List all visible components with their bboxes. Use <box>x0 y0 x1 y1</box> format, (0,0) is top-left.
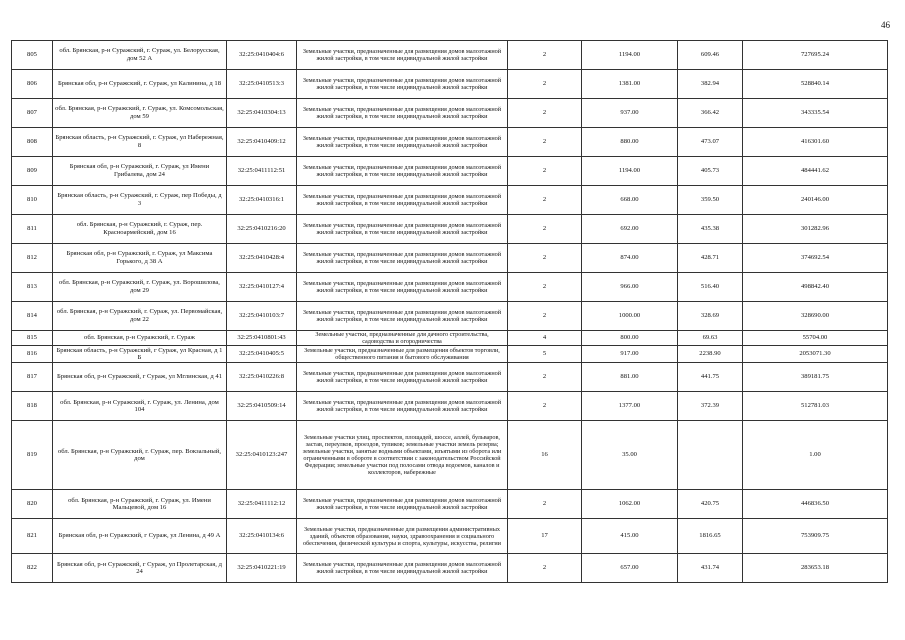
land-use-description: Земельные участки улиц, проспектов, площадей, шоссе, аллей, бульваров, застав, переулков, проездов, тупиков; земельные участки земель резерва; земельные участки, занятые водными объектами, изъятыми из оборота или ограниченными в обороте в соответствии с законодательством Российской Федерации; земельные участки под полосами отвода водоемов, каналов и коллекторов, набережные <box>297 421 508 490</box>
table-row <box>12 346 888 363</box>
area-value: 1000.00 <box>582 302 678 331</box>
area-value: 880.00 <box>582 128 678 157</box>
table-row <box>12 363 888 392</box>
specific-value: 69.63 <box>678 331 743 346</box>
cadastral-value: 283653.18 <box>743 554 888 583</box>
table-row <box>12 331 888 346</box>
cadastral-value: 240146.00 <box>743 186 888 215</box>
cadastral-number: 32:25:0410134:6 <box>227 519 297 554</box>
group-code: 2 <box>508 157 582 186</box>
group-code: 2 <box>508 490 582 519</box>
cadastral-number: 32:25:0410428:4 <box>227 244 297 273</box>
area-value: 415.00 <box>582 519 678 554</box>
address-cell: обл. Брянская, р-н Суражский, г. Сураж, ул. Комсомольская, дом 59 <box>53 99 227 128</box>
cadastral-number: 32:25:0410226:8 <box>227 363 297 392</box>
table-row <box>12 70 888 99</box>
cadastral-value: 498842.40 <box>743 273 888 302</box>
cadastral-value: 512781.03 <box>743 392 888 421</box>
address-cell: Брянская обл, р-н Суражский, г Сураж, ул Пролетарская, д 24 <box>53 554 227 583</box>
address-cell: обл. Брянская, р-н Суражский, г. Сураж, ул. Ворошилова, дом 29 <box>53 273 227 302</box>
row-number: 805 <box>12 41 53 70</box>
land-use-description: Земельные участки, предназначенные для размещения административных зданий, объектов образования, науки, здравоохранения и социального обеспечения, физической культуры и спорта, культуры, искусства, религии <box>297 519 508 554</box>
area-value: 657.00 <box>582 554 678 583</box>
specific-value: 382.94 <box>678 70 743 99</box>
specific-value: 366.42 <box>678 99 743 128</box>
address-cell: обл. Брянская, р-н Суражский, г. Сураж, ул. Ленина, дом 104 <box>53 392 227 421</box>
land-use-description: Земельные участки, предназначенные для размещения домов малоэтажной жилой застройки, в том числе индивидуальной жилой застройки <box>297 363 508 392</box>
area-value: 1062.00 <box>582 490 678 519</box>
row-number: 807 <box>12 99 53 128</box>
area-value: 800.00 <box>582 331 678 346</box>
row-number: 819 <box>12 421 53 490</box>
area-value: 937.00 <box>582 99 678 128</box>
land-use-description: Земельные участки, предназначенные для размещения домов малоэтажной жилой застройки, в том числе индивидуальной жилой застройки <box>297 186 508 215</box>
table-row <box>12 392 888 421</box>
specific-value: 441.75 <box>678 363 743 392</box>
table-row <box>12 128 888 157</box>
table-row <box>12 186 888 215</box>
cadastral-value: 1.00 <box>743 421 888 490</box>
cadastral-value: 528840.14 <box>743 70 888 99</box>
cadastral-number: 32:25:0410103:7 <box>227 302 297 331</box>
specific-value <box>678 421 743 490</box>
row-number: 822 <box>12 554 53 583</box>
area-value: 692.00 <box>582 215 678 244</box>
cadastral-value: 446836.50 <box>743 490 888 519</box>
row-number: 820 <box>12 490 53 519</box>
address-cell: обл. Брянская, р-н Суражский, г. Сураж, ул. Имени Мальцевой, дом 16 <box>53 490 227 519</box>
address-cell: Брянская область, р-н Суражский, г. Сураж, ул Набережная, 8 <box>53 128 227 157</box>
page-number: 46 <box>881 20 890 30</box>
address-cell: Брянская обл, р-н Суражский, г Сураж, ул Мглинская, д 41 <box>53 363 227 392</box>
table-row <box>12 519 888 554</box>
table-row <box>12 244 888 273</box>
group-code: 2 <box>508 215 582 244</box>
cadastral-number: 32:25:0410127:4 <box>227 273 297 302</box>
land-use-description: Земельные участки, предназначенные для размещения домов малоэтажной жилой застройки, в том числе индивидуальной жилой застройки <box>297 554 508 583</box>
cadastral-value: 2053071.30 <box>743 346 888 363</box>
area-value: 917.00 <box>582 346 678 363</box>
address-cell: Брянская обл, р-н Суражский, г Сураж, ул Ленина, д 49 А <box>53 519 227 554</box>
group-code: 2 <box>508 392 582 421</box>
cadastral-value: 343335.54 <box>743 99 888 128</box>
group-code: 2 <box>508 70 582 99</box>
land-use-description: Земельные участки, предназначенные для размещения домов малоэтажной жилой застройки, в том числе индивидуальной жилой застройки <box>297 70 508 99</box>
cadastral-number: 32:25:0410221:19 <box>227 554 297 583</box>
address-cell: обл. Брянская, р-н Суражский, г. Сураж, пер. Красноармейский, дом 16 <box>53 215 227 244</box>
group-code: 2 <box>508 128 582 157</box>
group-code: 2 <box>508 99 582 128</box>
land-use-description: Земельные участки, предназначенные для дачного строительства, садоводства и огородничества <box>297 331 508 346</box>
row-number: 817 <box>12 363 53 392</box>
group-code: 2 <box>508 302 582 331</box>
area-value: 668.00 <box>582 186 678 215</box>
group-code: 2 <box>508 363 582 392</box>
table-row <box>12 554 888 583</box>
cadastral-number: 32:25:0411112:12 <box>227 490 297 519</box>
address-cell: Брянская обл, р-н Суражский, г. Сураж, ул Имени Грибалева, дом 24 <box>53 157 227 186</box>
row-number: 815 <box>12 331 53 346</box>
cadastral-number: 32:25:0410216:20 <box>227 215 297 244</box>
row-number: 812 <box>12 244 53 273</box>
table-row <box>12 273 888 302</box>
table-row <box>12 302 888 331</box>
cadastral-number: 32:25:0410801:43 <box>227 331 297 346</box>
land-use-description: Земельные участки, предназначенные для размещения домов малоэтажной жилой застройки, в том числе индивидуальной жилой застройки <box>297 302 508 331</box>
cadastral-number: 32:25:0410513:3 <box>227 70 297 99</box>
area-value: 1194.00 <box>582 157 678 186</box>
group-code: 4 <box>508 331 582 346</box>
specific-value: 435.38 <box>678 215 743 244</box>
row-number: 810 <box>12 186 53 215</box>
cadastral-value: 416301.60 <box>743 128 888 157</box>
address-cell: обл. Брянская, р-н Суражский, г. Сураж, пер. Вокзальный, дом <box>53 421 227 490</box>
land-use-description: Земельные участки, предназначенные для размещения домов малоэтажной жилой застройки, в том числе индивидуальной жилой застройки <box>297 99 508 128</box>
specific-value: 372.39 <box>678 392 743 421</box>
cadastral-number: 32:25:0410123:247 <box>227 421 297 490</box>
address-cell: Брянская область, р-н Суражский, г Сураж, ул Красная, д 1 Б <box>53 346 227 363</box>
specific-value: 420.75 <box>678 490 743 519</box>
cadastral-value: 389181.75 <box>743 363 888 392</box>
cadastral-number: 32:25:0411112:51 <box>227 157 297 186</box>
area-value: 1377.00 <box>582 392 678 421</box>
group-code: 2 <box>508 41 582 70</box>
address-cell: Брянская обл, р-н Суражский, г. Сураж, ул Максима Горького, д 38 А <box>53 244 227 273</box>
address-cell: обл. Брянская, р-н Суражский, г. Сураж, ул. Первомайская, дом 22 <box>53 302 227 331</box>
cadastral-number: 32:25:0410316:1 <box>227 186 297 215</box>
row-number: 818 <box>12 392 53 421</box>
cadastral-value: 55704.00 <box>743 331 888 346</box>
row-number: 809 <box>12 157 53 186</box>
specific-value: 609.46 <box>678 41 743 70</box>
land-use-description: Земельные участки, предназначенные для размещения домов малоэтажной жилой застройки, в том числе индивидуальной жилой застройки <box>297 41 508 70</box>
cadastral-number: 32:25:0410405:5 <box>227 346 297 363</box>
group-code: 2 <box>508 554 582 583</box>
specific-value: 328.69 <box>678 302 743 331</box>
address-cell: Брянская область, р-н Суражский, г. Сураж, пер Победы, д 3 <box>53 186 227 215</box>
cadastral-value: 727695.24 <box>743 41 888 70</box>
area-value: 1194.00 <box>582 41 678 70</box>
table-row <box>12 157 888 186</box>
table-row <box>12 99 888 128</box>
group-code: 5 <box>508 346 582 363</box>
table-body <box>12 41 888 583</box>
row-number: 813 <box>12 273 53 302</box>
specific-value: 359.50 <box>678 186 743 215</box>
table-row <box>12 41 888 70</box>
cadastral-number: 32:25:0410509:14 <box>227 392 297 421</box>
area-value: 966.00 <box>582 273 678 302</box>
cadastral-value: 374692.54 <box>743 244 888 273</box>
specific-value: 473.07 <box>678 128 743 157</box>
row-number: 816 <box>12 346 53 363</box>
land-register-table <box>11 40 888 583</box>
row-number: 808 <box>12 128 53 157</box>
land-use-description: Земельные участки, предназначенные для размещения домов малоэтажной жилой застройки, в том числе индивидуальной жилой застройки <box>297 273 508 302</box>
area-value: 881.00 <box>582 363 678 392</box>
specific-value: 405.73 <box>678 157 743 186</box>
specific-value: 1816.65 <box>678 519 743 554</box>
land-use-description: Земельные участки, предназначенные для размещения домов малоэтажной жилой застройки, в том числе индивидуальной жилой застройки <box>297 392 508 421</box>
table-row <box>12 490 888 519</box>
cadastral-number: 32:25:0410404:6 <box>227 41 297 70</box>
table-row <box>12 421 888 490</box>
group-code: 17 <box>508 519 582 554</box>
group-code: 2 <box>508 244 582 273</box>
land-use-description: Земельные участки, предназначенные для размещения домов малоэтажной жилой застройки, в том числе индивидуальной жилой застройки <box>297 244 508 273</box>
cadastral-value: 328690.00 <box>743 302 888 331</box>
group-code: 2 <box>508 273 582 302</box>
land-use-description: Земельные участки, предназначенные для размещения домов малоэтажной жилой застройки, в том числе индивидуальной жилой застройки <box>297 157 508 186</box>
cadastral-number: 32:25:0410304:13 <box>227 99 297 128</box>
group-code: 2 <box>508 186 582 215</box>
land-use-description: Земельные участки, предназначенные для размещения домов малоэтажной жилой застройки, в том числе индивидуальной жилой застройки <box>297 215 508 244</box>
cadastral-value: 753909.75 <box>743 519 888 554</box>
land-use-description: Земельные участки, предназначенные для размещения объектов торговли, общественного питания и бытового обслуживания <box>297 346 508 363</box>
address-cell: Брянская обл, р-н Суражский, г. Сураж, ул Калинина, д 18 <box>53 70 227 99</box>
area-value: 35.00 <box>582 421 678 490</box>
table-row <box>12 215 888 244</box>
row-number: 806 <box>12 70 53 99</box>
row-number: 821 <box>12 519 53 554</box>
area-value: 1381.00 <box>582 70 678 99</box>
address-cell: обл. Брянская, р-н Суражский, г. Сураж <box>53 331 227 346</box>
cadastral-value: 484441.62 <box>743 157 888 186</box>
cadastral-number: 32:25:0410409:12 <box>227 128 297 157</box>
specific-value: 428.71 <box>678 244 743 273</box>
land-use-description: Земельные участки, предназначенные для размещения домов малоэтажной жилой застройки, в том числе индивидуальной жилой застройки <box>297 128 508 157</box>
specific-value: 516.40 <box>678 273 743 302</box>
row-number: 811 <box>12 215 53 244</box>
land-use-description: Земельные участки, предназначенные для размещения домов малоэтажной жилой застройки, в том числе индивидуальной жилой застройки <box>297 490 508 519</box>
cadastral-value: 301282.96 <box>743 215 888 244</box>
area-value: 874.00 <box>582 244 678 273</box>
address-cell: обл. Брянская, р-н Суражский, г. Сураж, ул. Белорусская, дом 52 А <box>53 41 227 70</box>
group-code: 16 <box>508 421 582 490</box>
row-number: 814 <box>12 302 53 331</box>
specific-value: 431.74 <box>678 554 743 583</box>
specific-value: 2238.90 <box>678 346 743 363</box>
